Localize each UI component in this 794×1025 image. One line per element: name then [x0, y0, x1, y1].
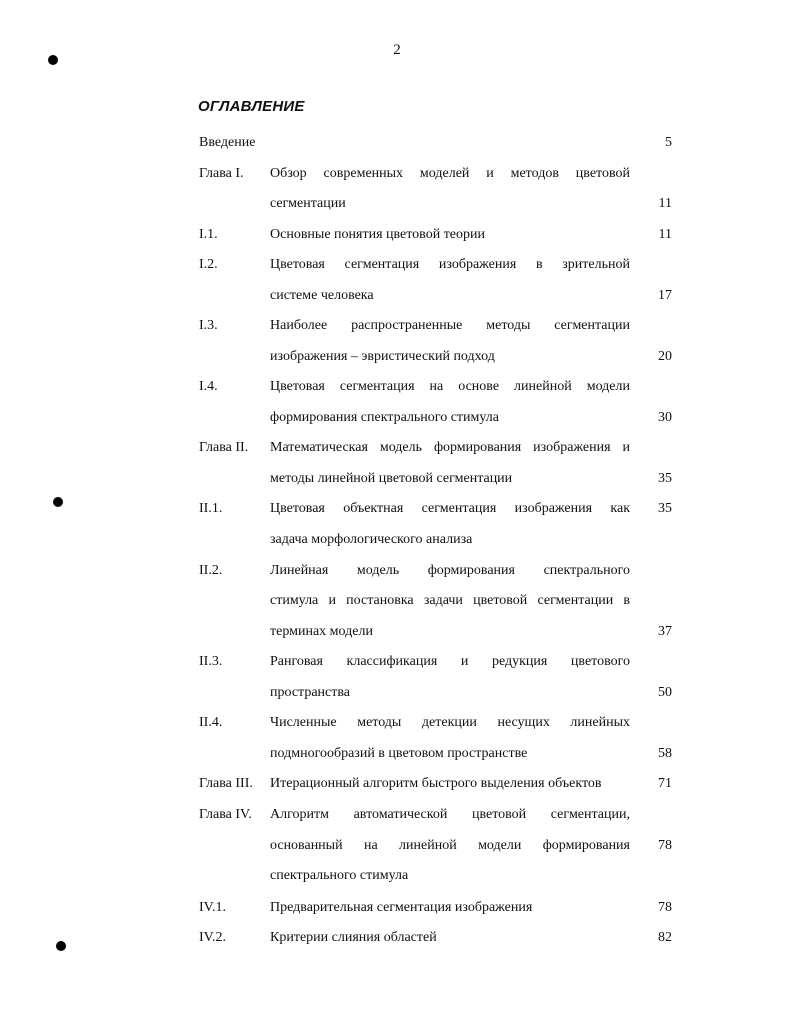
toc-page: 78 — [658, 900, 672, 915]
toc-page: 11 — [658, 196, 672, 211]
toc-page: 17 — [658, 288, 672, 303]
toc-page: 35 — [658, 501, 672, 516]
toc-text: Математическая модель формирования изображения и — [270, 440, 630, 455]
toc-text: Алгоритм автоматической цветовой сегментации, — [270, 807, 630, 822]
toc-page: 82 — [658, 930, 672, 945]
toc-page: 30 — [658, 410, 672, 425]
toc-text: подмногообразий в цветовом пространстве — [270, 746, 528, 761]
toc-text: Предварительная сегментация изображения — [270, 900, 533, 915]
toc-page: 71 — [658, 776, 672, 791]
toc-text: изображения – эвристический подход — [270, 349, 495, 364]
binder-hole-middle — [53, 497, 63, 507]
toc-label: I.3. — [199, 318, 218, 333]
toc-text: спектрального стимула — [270, 868, 409, 883]
toc-label: II.3. — [199, 654, 223, 669]
toc-label: Глава II. — [199, 440, 249, 455]
toc-text: методы линейной цветовой сегментации — [270, 471, 513, 486]
toc-text: Обзор современных моделей и методов цветовой — [270, 166, 630, 181]
toc-text: Цветовая объектная сегментация изображения как — [270, 501, 630, 516]
toc-text: Численные методы детекции несущих линейных — [270, 715, 630, 730]
toc-label: II.2. — [199, 563, 223, 578]
toc-label: II.4. — [199, 715, 223, 730]
toc-text: стимула и постановка задачи цветовой сегментации в — [270, 593, 630, 608]
toc-page: 20 — [658, 349, 672, 364]
toc-text: сегментации — [270, 196, 346, 211]
page-number: 2 — [393, 42, 401, 58]
toc-page: 5 — [665, 135, 672, 150]
toc-label: IV.1. — [199, 900, 226, 915]
toc-text: Основные понятия цветовой теории — [270, 227, 486, 242]
toc-label: I.1. — [199, 227, 218, 242]
toc-text: Критерии слияния областей — [270, 930, 437, 945]
toc-text: формирования спектрального стимула — [270, 410, 499, 425]
toc-label: IV.2. — [199, 930, 226, 945]
toc-text: Линейная модель формирования спектрального — [270, 563, 630, 578]
toc-text: системе человека — [270, 288, 374, 303]
toc-page: 50 — [658, 685, 672, 700]
toc-label: Глава I. — [199, 166, 244, 181]
toc-label: Глава III. — [199, 776, 253, 791]
toc-page: 37 — [658, 624, 672, 639]
toc-text: Цветовая сегментация изображения в зрительной — [270, 257, 630, 272]
toc-text: основанный на линейной модели формирования — [270, 838, 630, 853]
toc-text: пространства — [270, 685, 351, 700]
toc-label: I.2. — [199, 257, 218, 272]
toc-text: Наиболее распространенные методы сегментации — [270, 318, 630, 333]
toc-label: Введение — [199, 135, 256, 150]
page-title: ОГЛАВЛЕНИЕ — [198, 98, 305, 115]
toc-page: 58 — [658, 746, 672, 761]
toc-label: Глава IV. — [199, 807, 252, 822]
binder-hole-bottom — [56, 941, 66, 951]
toc-text: терминах модели — [270, 624, 373, 639]
toc-page: 35 — [658, 471, 672, 486]
toc-text: Ранговая классификация и редукция цветового — [270, 654, 630, 669]
toc-label: II.1. — [199, 501, 223, 516]
toc-label: I.4. — [199, 379, 218, 394]
toc-text: Итерационный алгоритм быстрого выделения объектов — [270, 776, 602, 791]
toc-page: 11 — [658, 227, 672, 242]
toc-text: задача морфологического анализа — [270, 532, 473, 547]
toc-page: 78 — [658, 838, 672, 853]
toc-text: Цветовая сегментация на основе линейной модели — [270, 379, 630, 394]
